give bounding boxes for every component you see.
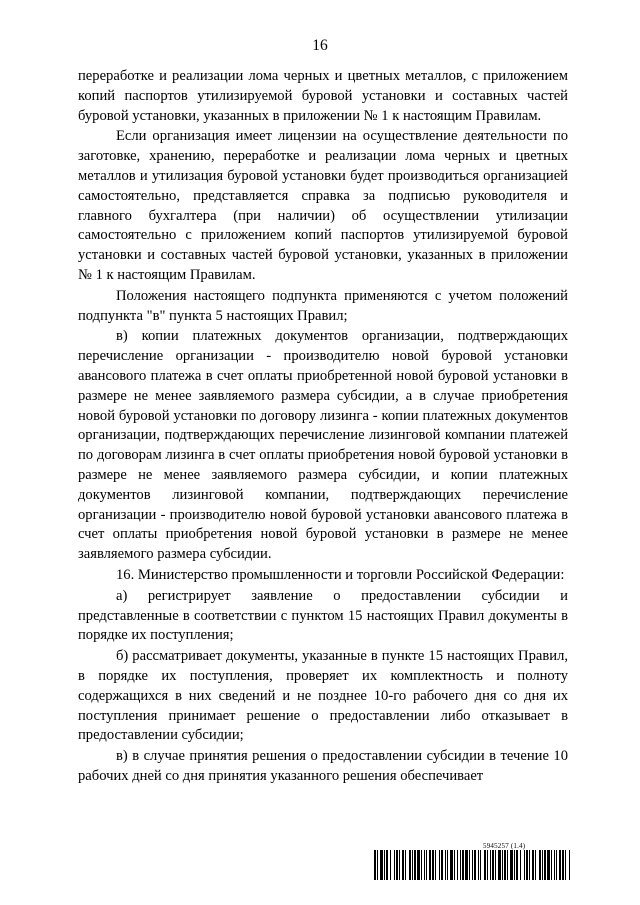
paragraph-4: в) копии платежных документов организации, подтверждающих перечисление организации - производителю новой буровой установки авансового платежа в счет оплаты приобретенной новой буровой установки в размере не менее заявляемого размера субсидии, а в случае приобретения новой буровой установки по договору лизинга - копии платежных документов организации, подтверждающих перечисление лизинговой компании платежей по договорам лизинга в счет оплаты приобретения новой буровой установки в размере не менее заявляемого размера субсидии, и копии платежных документов лизинговой компании, подтверждающих перечисление организации - производителю новой буровой установки авансового платежа в счет оплаты приобретения новой буровой установки в размере не менее заявляемого размера субсидии. xyxy=(78,328,568,563)
paragraph-6: а) регистрирует заявление о предоставлении субсидии и представленные в соответствии с пунктом 15 настоящих Правил документы в порядке их поступления; xyxy=(78,587,568,644)
paragraph-3: Положения настоящего подпункта применяются с учетом положений подпункта "в" пункта 5 настоящих Правил; xyxy=(78,287,568,324)
paragraph-2: Если организация имеет лицензии на осуществление деятельности по заготовке, хранению, переработке и реализации лома черных и цветных металлов и утилизация буровой установки будет производиться организацией самостоятельно, представляется справка за подписью руководителя и главного бухгалтера (при наличии) об осуществлении утилизации самостоятельно с приложением копий паспортов утилизируемой буровой установки и составных частей буровой установки, указанных в приложении № 1 к настоящим Правилам. xyxy=(78,128,568,283)
paragraph-1: переработке и реализации лома черных и цветных металлов, с приложением копий паспортов утилизируемой буровой установки и составных частей буровой установки, указанных в приложении № 1 к настоящим Правилам. xyxy=(78,68,568,124)
paragraph-5: 16. Министерство промышленности и торговли Российской Федерации: xyxy=(116,566,565,583)
document-body xyxy=(78,67,568,787)
barcode-icon xyxy=(374,850,570,880)
page-number: 16 xyxy=(312,37,328,54)
paragraph-7: б) рассматривает документы, указанные в пункте 15 настоящих Правил, в порядке их поступления, проверяет их комплектность и полноту содержащихся в них сведений и не позднее 10-го рабочего дня со дня их поступления принимает решение о предоставлении либо отказывает в предоставлении субсидии; xyxy=(78,648,568,744)
document-code: 5945257 (1.4) xyxy=(483,842,526,850)
paragraph-8: в) в случае принятия решения о предоставлении субсидии в течение 10 рабочих дней со дня принятия указанного решения обеспечивает xyxy=(78,748,568,784)
